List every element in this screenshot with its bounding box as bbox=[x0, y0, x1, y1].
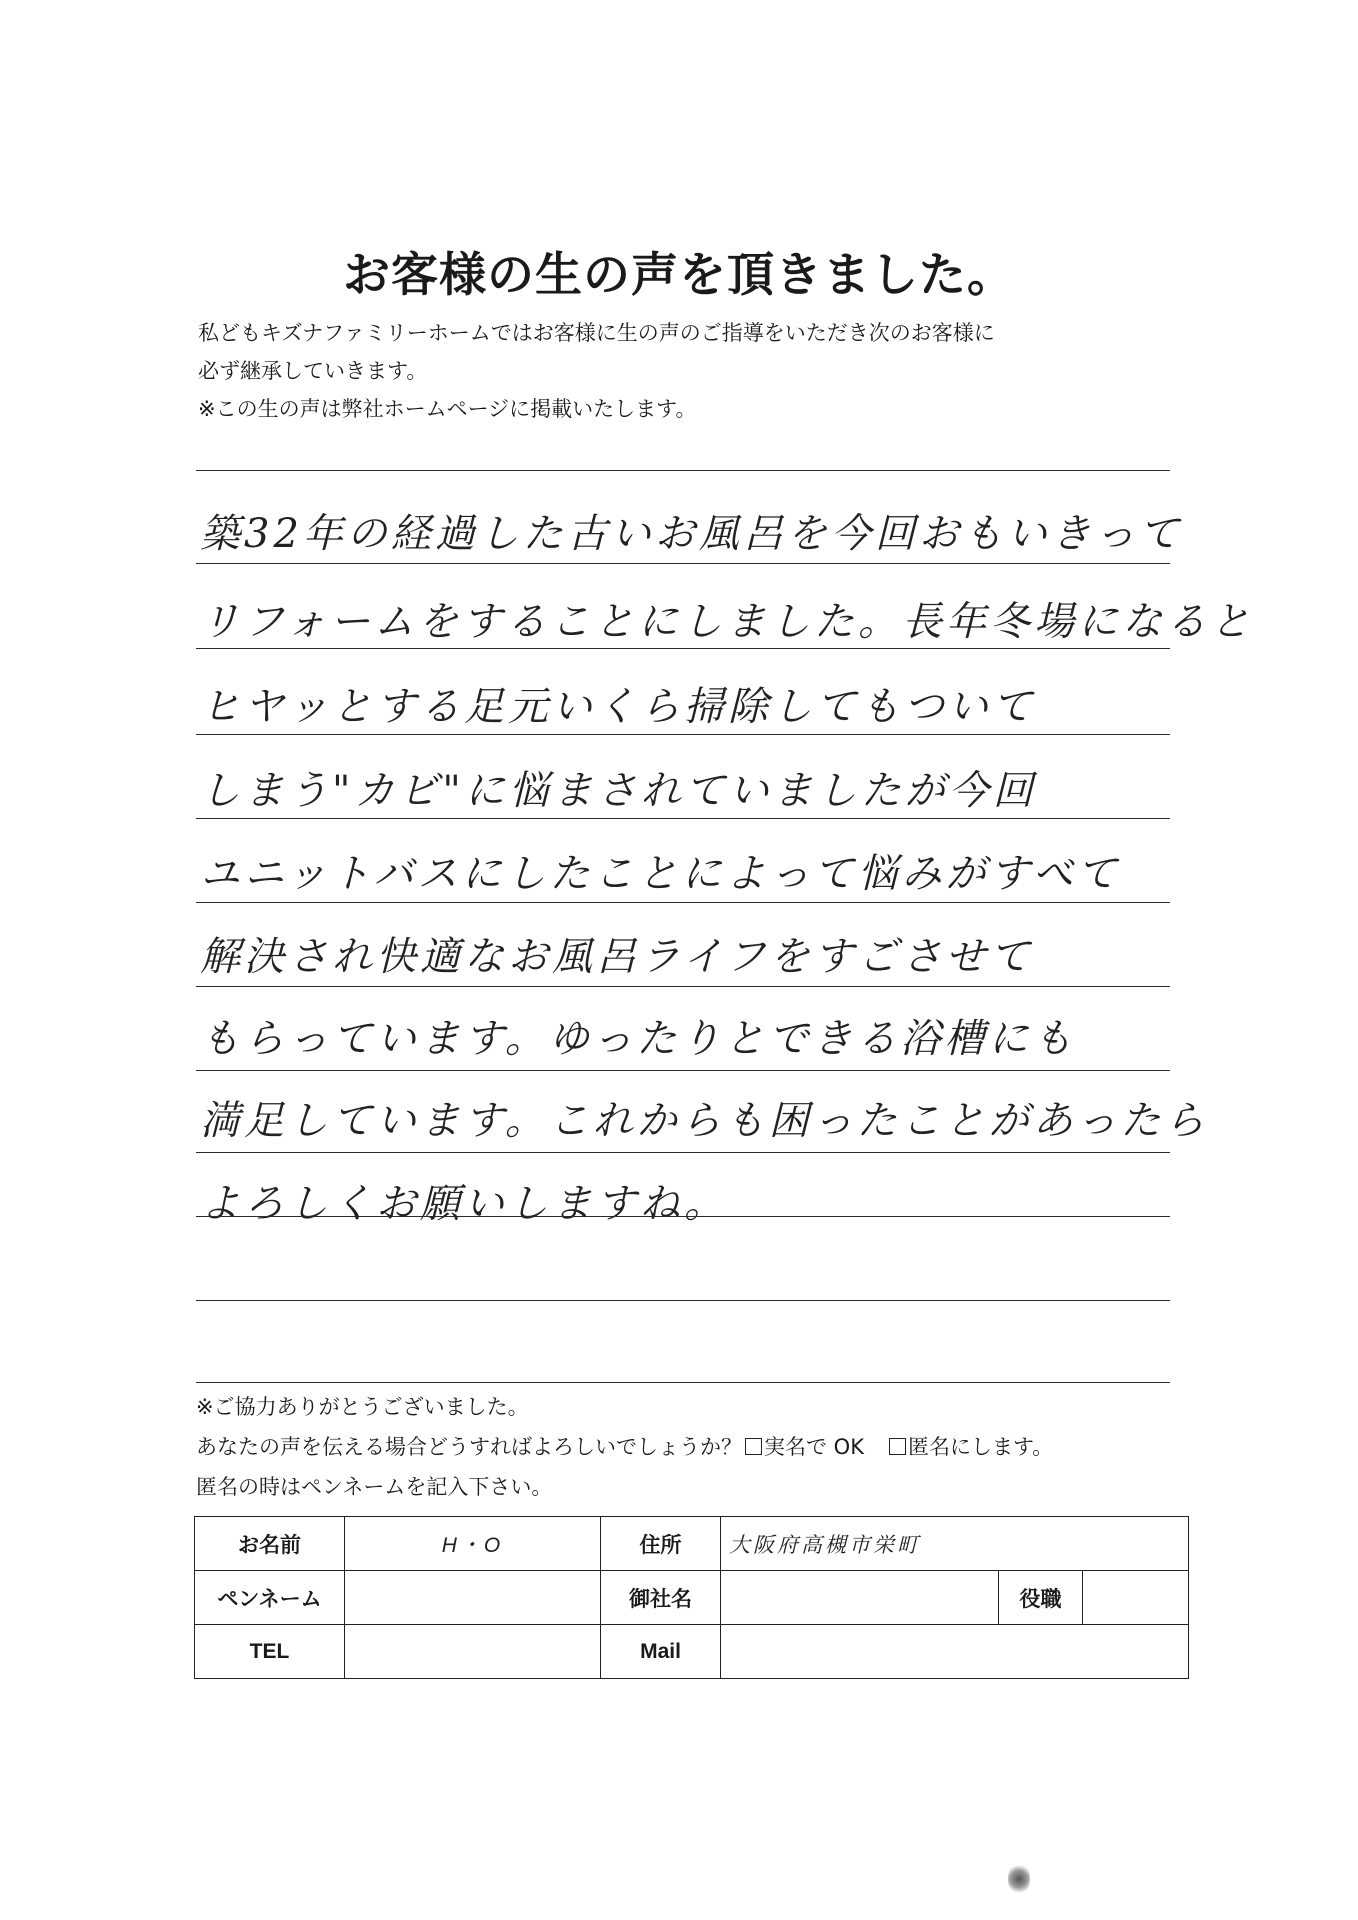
address-field[interactable]: 大阪府高槻市栄町 bbox=[721, 1517, 1189, 1571]
mail-label: Mail bbox=[601, 1625, 721, 1679]
handwritten-line-5: ユニットバスにしたことによって悩みがすべて bbox=[200, 851, 1121, 897]
thanks-note: ※ご協力ありがとうございました。 bbox=[196, 1395, 529, 1419]
handwritten-line-3: ヒヤッとする足元いくら掃除してもついて bbox=[200, 684, 1036, 730]
handwritten-line-7: もらっています。ゆったりとできる浴槽にも bbox=[200, 1016, 1077, 1062]
ruled-line bbox=[196, 818, 1170, 819]
intro-text-line-1: 私どもキズナファミリーホームではお客様に生の声のご指導をいただき次のお客様に bbox=[198, 321, 995, 345]
name-field[interactable]: H・O bbox=[345, 1517, 601, 1571]
pen-name-instruction: 匿名の時はペンネームを記入下さい。 bbox=[196, 1475, 553, 1499]
ruled-line bbox=[196, 734, 1170, 735]
anonymous-checkbox[interactable] bbox=[889, 1438, 906, 1455]
ruled-line bbox=[196, 470, 1170, 471]
ruled-line bbox=[196, 1216, 1170, 1217]
ruled-line bbox=[196, 1152, 1170, 1153]
handwritten-line-1: 築32年の経過した古いお風呂を今回おもいきって bbox=[200, 511, 1183, 557]
page-title: お客様の生の声を頂きました。 bbox=[343, 248, 1015, 303]
ruled-line bbox=[196, 563, 1170, 564]
customer-info-table bbox=[194, 1516, 1189, 1679]
company-label: 御社名 bbox=[601, 1571, 721, 1625]
intro-note: ※この生の声は弊社ホームページに掲載いたします。 bbox=[198, 397, 697, 421]
ruled-line bbox=[196, 1382, 1170, 1383]
scan-smudge bbox=[1008, 1864, 1030, 1894]
real-name-option-label: 実名で OK bbox=[764, 1435, 864, 1459]
table-row bbox=[195, 1571, 1189, 1625]
ruled-line bbox=[196, 902, 1170, 903]
position-label: 役職 bbox=[999, 1571, 1083, 1625]
consent-question-text: あなたの声を伝える場合どうすればよろしいでしょうか？ bbox=[196, 1435, 742, 1459]
table-row bbox=[195, 1517, 1189, 1571]
consent-question bbox=[196, 1432, 1053, 1462]
name-label: お名前 bbox=[195, 1517, 345, 1571]
table-row bbox=[195, 1625, 1189, 1679]
mail-field[interactable] bbox=[721, 1625, 1189, 1679]
handwritten-line-2: リフォームをすることにしました。長年冬場になると bbox=[200, 599, 1254, 645]
handwritten-line-6: 解決され快適なお風呂ライフをすごさせて bbox=[200, 934, 1034, 980]
ruled-line bbox=[196, 1070, 1170, 1071]
address-label: 住所 bbox=[601, 1517, 721, 1571]
pen-name-field[interactable] bbox=[345, 1571, 601, 1625]
anonymous-option-label: 匿名にします。 bbox=[907, 1435, 1054, 1459]
real-name-checkbox[interactable] bbox=[745, 1438, 762, 1455]
handwritten-line-9: よろしくお願いしますね。 bbox=[200, 1181, 728, 1227]
ruled-line bbox=[196, 986, 1170, 987]
tel-field[interactable] bbox=[345, 1625, 601, 1679]
company-field[interactable] bbox=[721, 1571, 999, 1625]
handwritten-line-4: しまう"カビ"に悩まされていましたが今回 bbox=[200, 768, 1037, 814]
intro-text-line-2: 必ず継承していきます。 bbox=[198, 359, 428, 383]
handwritten-line-8: 満足しています。これからも困ったことがあったら bbox=[200, 1098, 1209, 1144]
pen-name-label: ペンネーム bbox=[195, 1571, 345, 1625]
tel-label: TEL bbox=[195, 1625, 345, 1679]
ruled-line bbox=[196, 1300, 1170, 1301]
position-field[interactable] bbox=[1083, 1571, 1189, 1625]
ruled-line bbox=[196, 648, 1170, 649]
